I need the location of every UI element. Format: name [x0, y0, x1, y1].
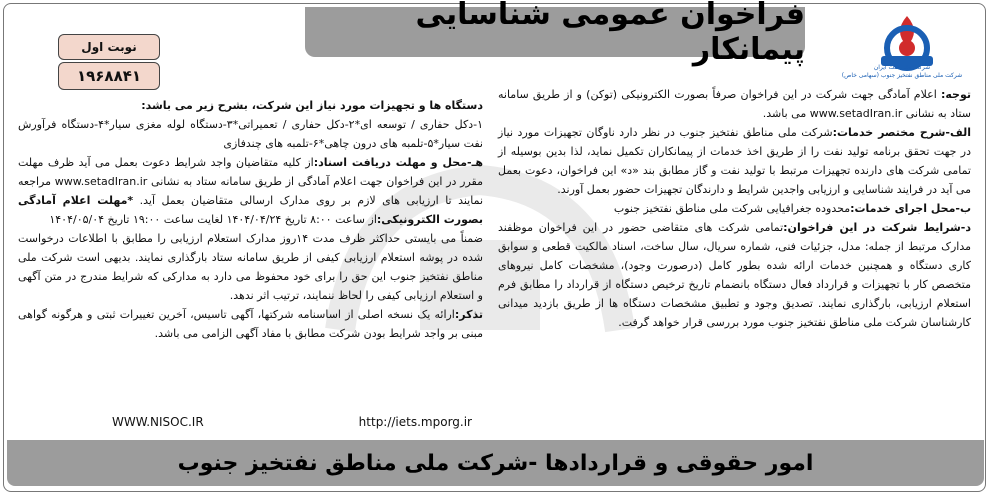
paragraph-lead: هـ-محل و مهلت دریافت اسناد:: [313, 156, 484, 169]
paragraph-text: محدوده جغرافیایی شرکت ملی مناطق نفتخیز جنوب: [613, 202, 851, 215]
logo-caption: [827, 64, 977, 80]
paragraph-lead: ب-محل اجرای خدمات:: [850, 202, 971, 215]
right-paragraph-3: [498, 218, 971, 332]
page-title: فراخوان عمومی شناسایی پیمانکار: [305, 7, 805, 57]
right-paragraph-0: [498, 85, 971, 123]
logo-caption-line2: شرکت ملی مناطق نفتخیز جنوب (سهامی خاص): [841, 72, 963, 79]
left-column: [18, 96, 483, 343]
paragraph-text: ارائه یک نسخه اصلی از اساسنامه شرکتها، آگهی تاسیس، آخرین تغییرات ثبتی و هرگونه گواهی مبنی بر واجد شرایط بودن شرکت مطابق با مفاد آگهی الزامی می باشد.: [18, 308, 483, 340]
right-column: [498, 85, 971, 332]
website-links: [112, 415, 472, 429]
footer-banner: امور حقوقی و قراردادها -شرکت ملی مناطق نفتخیز جنوب: [7, 440, 984, 486]
paragraph-text: تمامی شرکت های متقاضی حضور در این فراخوان موظفند مدارک مرتبط از جمله: مدل، جزئیات فنی، شماره سریال، سال ساخت، اسناد مالکیت قطعی و سوابق کاری دستگاه و همچنین خدمات ارائه شده بطور کامل (درصورت وجود)، مشخصات کامل نیروهای متخصص کار با تجهیزات و قرارداد فعال دستگاه بانضمام تاریخ ترخیص دستگاه از قرارداد را مطابق فرم استعلام ارزیابی، بارگذاری نمایند. تصدیق وجود و تطبیق مشخصات دستگاه ها از طریق بازدید میدانی کارشناسان شرکت ملی مناطق نفتخیز جنوب مورد بررسی قرار خواهد گرفت.: [498, 221, 971, 329]
paragraph-text: از کلیه متقاضیان واجد شرایط دعوت بعمل می آید ظرف مهلت مقرر در این فراخوان جهت اعلام آمادگی از طریق سامانه ستاد به نشانی www.setadIran.ir مراجعه نمایند تا ارزیابی های لازم بر روی مدارک ارسالی متقاضیان بعمل آید.: [18, 156, 484, 207]
iets-link[interactable]: http://iets.mporg.ir: [358, 415, 472, 429]
logo-caption-line1: شرکت ملی نفت ایران: [873, 64, 931, 71]
equipment-heading: دستگاه ها و تجهیزات مورد نیاز این شرکت، بشرح زیر می باشد:: [141, 99, 483, 112]
paragraph-lead: توجه:: [940, 88, 971, 101]
deadline-paragraph: [18, 153, 483, 229]
note-paragraph: ضمناً می بایستی حداکثر ظرف مدت ۱۴روز مدارک استعلام ارزیابی را مطابق با اطلاعات درخواست شده در پوشه استعلام ارزیابی کیفی از طریق سامانه ستاد بارگذاری نمایند. بدیهی است شرکت ملی مناطق نفتخیز جنوب این حق را برای خود محفوظ می دارد به مدارکی که شرایط مندرج در متن آگهی و استعلام ارزیابی کیفی را لحاظ ننمایند، ترتیب اثر ندهد.: [18, 232, 483, 302]
paragraph-lead: الف-شرح مختصر خدمات:: [832, 126, 971, 139]
right-paragraph-2: [498, 199, 971, 218]
nisoc-link[interactable]: WWW.NISOC.IR: [112, 415, 204, 429]
notice-code-badge: ۱۹۶۸۸۴۱: [58, 62, 160, 90]
reminder-paragraph: [18, 305, 483, 343]
period-text: از ساعت ۸:۰۰ تاریخ ۱۴۰۴/۰۴/۲۴ لغایت ساعت ۱۹:۰۰ تاریخ ۱۴۰۴/۰۵/۰۴: [49, 213, 377, 226]
paragraph-text: اعلام آمادگی جهت شرکت در این فراخوان صرفاً بصورت الکترونیکی (توکن) و از طریق سامانه ستاد به نشانی www.setadIran.ir می باشد.: [498, 88, 971, 120]
paragraph-lead: د-شرایط شرکت در این فراخوان:: [783, 221, 971, 234]
period-lead: *مهلت اعلام آمادگی بصورت الکترونیکی:: [18, 194, 483, 226]
right-paragraph-1: [498, 123, 971, 199]
paragraph-lead: تذکر:: [454, 308, 483, 321]
notice-round-badge: نوبت اول: [58, 34, 160, 60]
paragraph-text: شرکت ملی مناطق نفتخیز جنوب در نظر دارد ناوگان تجهیزات مورد نیاز در جهت تحقق برنامه تولید نفت را از طریق اخذ خدمات از پیمانکاران تکمیل نماید، لذا بدین بوسیله از تمامی شرکت های دارنده تجهیزات مرتبط با تولید نفت و گاز مطابق بند «د» این فراخوان، دعوت بعمل می آید در فرایند شناسایی و ارزیابی واجدین شرایط و دارندگان تجهیزات حضور بعمل آورند.: [498, 126, 971, 196]
equipment-list: ۱-دکل حفاری / توسعه ای*۲-دکل حفاری / تعمیراتی*۳-دستگاه لوله مغزی سیار*۴-دستگاه فرآورش نفت سیار*۵-تلمبه های درون چاهی*۶-تلمبه های چندفازی: [18, 118, 483, 150]
